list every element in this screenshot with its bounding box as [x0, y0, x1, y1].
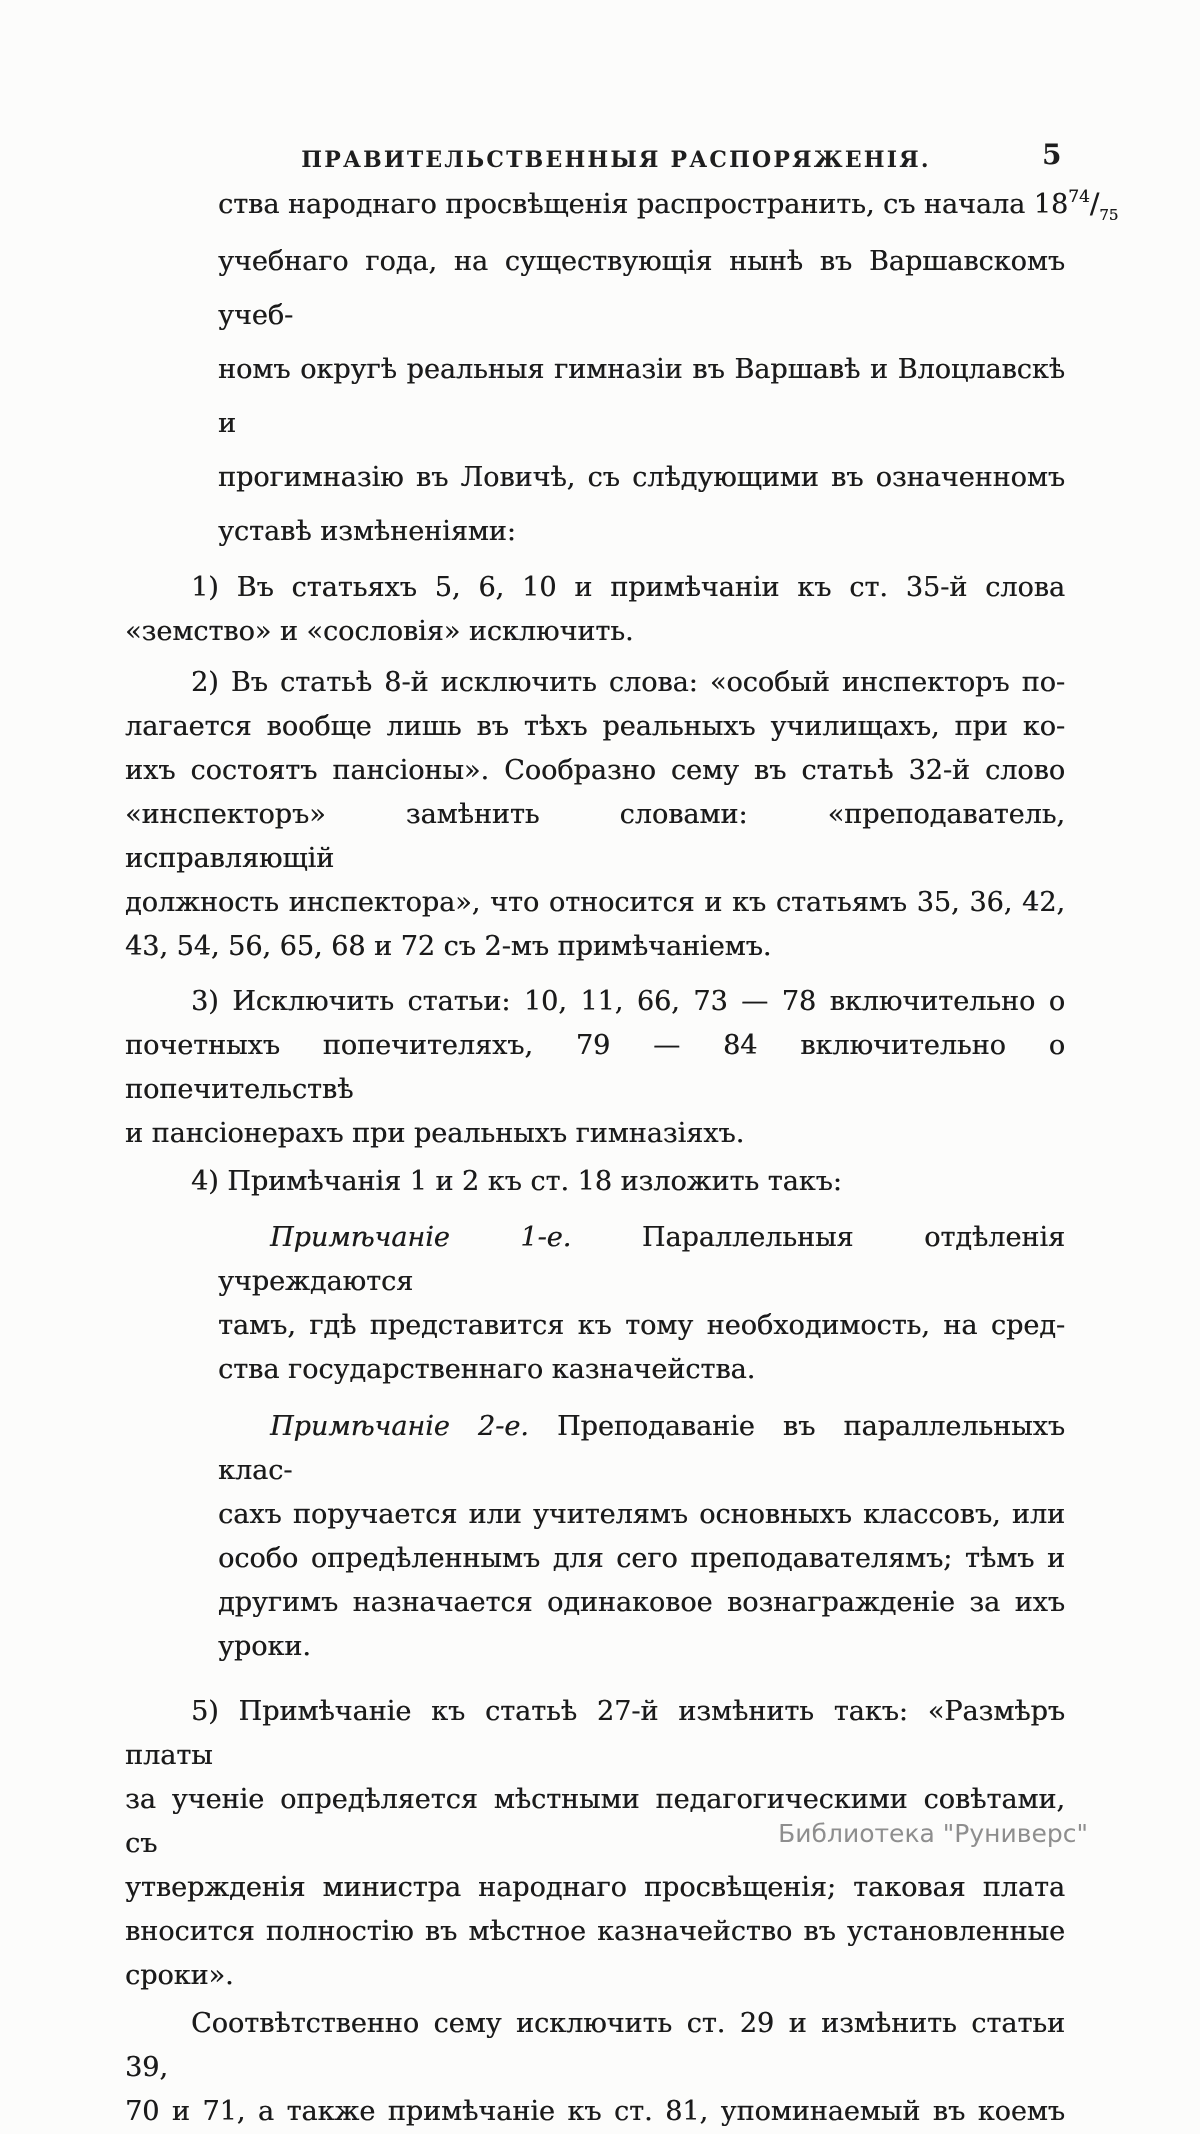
intro-line1-text: ства народнаго просвѣщенія распространить, съ начала 18 [218, 189, 1069, 220]
text-line: уроки. [218, 1631, 311, 1662]
library-watermark: Библиотека "Руниверс" [778, 1819, 1088, 1848]
text-line: тамъ, гдѣ представится къ тому необходимость, на сред- [218, 1310, 1065, 1341]
text-line: и пансіонерахъ при реальныхъ гимназіяхъ. [125, 1118, 745, 1149]
text-line: утвержденія министра народнаго просвѣщенія; таковая плата [125, 1872, 1065, 1903]
text-line: ихъ состоятъ пансіоны». Сообразно сему въ статьѣ 32-й слово [125, 755, 1065, 786]
note-lead-italic: Примѣчаніе 2-е. [270, 1411, 529, 1442]
text-line: за ученіе опредѣляется мѣстными педагогическими совѣтами, съ [125, 1784, 1065, 1859]
paragraph-item-3 [125, 980, 1065, 1156]
text-line: 5) Примѣчаніе къ статьѣ 27-й измѣнить такъ: «Размѣръ платы [125, 1696, 1065, 1771]
text-line: должность инспектора», что относится и къ статьямъ 35, 36, 42, [125, 887, 1065, 918]
running-header-title: ПРАВИТЕЛЬСТВЕННЫЯ РАСПОРЯЖЕНІЯ. [301, 147, 931, 173]
text-line: ства государственнаго казначейства. [218, 1354, 756, 1385]
text-line: учебнаго года, на существующія нынѣ въ Варшавскомъ учеб- [218, 246, 1065, 331]
text-line: прогимназію въ Ловичѣ, съ слѣдующими въ означенномъ [218, 462, 1065, 493]
text-line: Соотвѣтственно сему исключить ст. 29 и измѣнить статьи 39, [125, 2008, 1065, 2083]
paragraph-item-1 [125, 566, 1065, 654]
text-line: «земство» и «сословія» исключить. [125, 616, 634, 647]
text-line: 70 и 71, а также примѣчаніе къ ст. 81, упоминаемый въ коемъ [125, 2096, 1065, 2127]
text-line [218, 1216, 1065, 1304]
paragraph-final [125, 2002, 1065, 2134]
text-line: «инспекторъ» замѣнить словами: «преподаватель, исправляющій [125, 799, 1065, 874]
text-line: 4) Примѣчанія 1 и 2 къ ст. 18 изложить такъ: [191, 1166, 842, 1197]
text-line: почетныхъ попечителяхъ, 79 — 84 включительно о попечительствѣ [125, 1030, 1065, 1105]
text-line: другимъ назначается одинаковое вознагражденіе за ихъ [218, 1587, 1065, 1618]
page-number: 5 [1042, 138, 1062, 171]
note-first-line-text: Параллельныя отдѣленія учреждаются [218, 1222, 1065, 1297]
text-line: номъ округѣ реальныя гимназіи въ Варшавѣ и Влоцлавскѣ и [218, 354, 1065, 439]
text-line: 1) Въ статьяхъ 5, 6, 10 и примѣчаніи къ ст. 35-й слова [191, 572, 1065, 603]
body-text-block [125, 0, 1119, 2134]
text-line: вносится полностію въ мѣстное казначейство въ установленные [125, 1916, 1065, 1947]
text-line: особо опредѣленнымъ для сего преподавателямъ; тѣмъ и [218, 1543, 1065, 1574]
text-line: сахъ поручается или учителямъ основныхъ классовъ, или [218, 1499, 1065, 1530]
text-line: сроки». [125, 1960, 234, 1991]
school-year-denominator: 75 [1099, 206, 1119, 224]
paragraph-note-1 [218, 1216, 1065, 1392]
paragraph-intro-continuation [218, 177, 1119, 559]
paragraph-note-2 [218, 1405, 1065, 1669]
text-line: 43, 54, 56, 65, 68 и 72 съ 2-мъ примѣчаніемъ. [125, 931, 772, 962]
paragraph-item-2 [125, 661, 1065, 969]
text-line: 3) Исключить статьи: 10, 11, 66, 73 — 78 включительно о [191, 986, 1065, 1017]
note-lead-italic: Примѣчаніе 1-е. [270, 1222, 572, 1253]
school-year-numerator: 74 [1068, 187, 1090, 207]
fraction-slash: / [1089, 187, 1100, 220]
paragraph-item-4 [125, 1160, 1065, 1204]
note-first-line-text: Преподаваніе въ параллельныхъ клас- [218, 1411, 1065, 1486]
text-line: уставѣ измѣненіями: [218, 516, 516, 547]
text-line: 2) Въ статьѣ 8-й исключить слова: «особый инспекторъ по- [191, 667, 1065, 698]
text-line [218, 177, 1119, 235]
text-line [218, 1405, 1065, 1493]
text-line: лагается вообще лишь въ тѣхъ реальныхъ училищахъ, при ко- [125, 711, 1065, 742]
